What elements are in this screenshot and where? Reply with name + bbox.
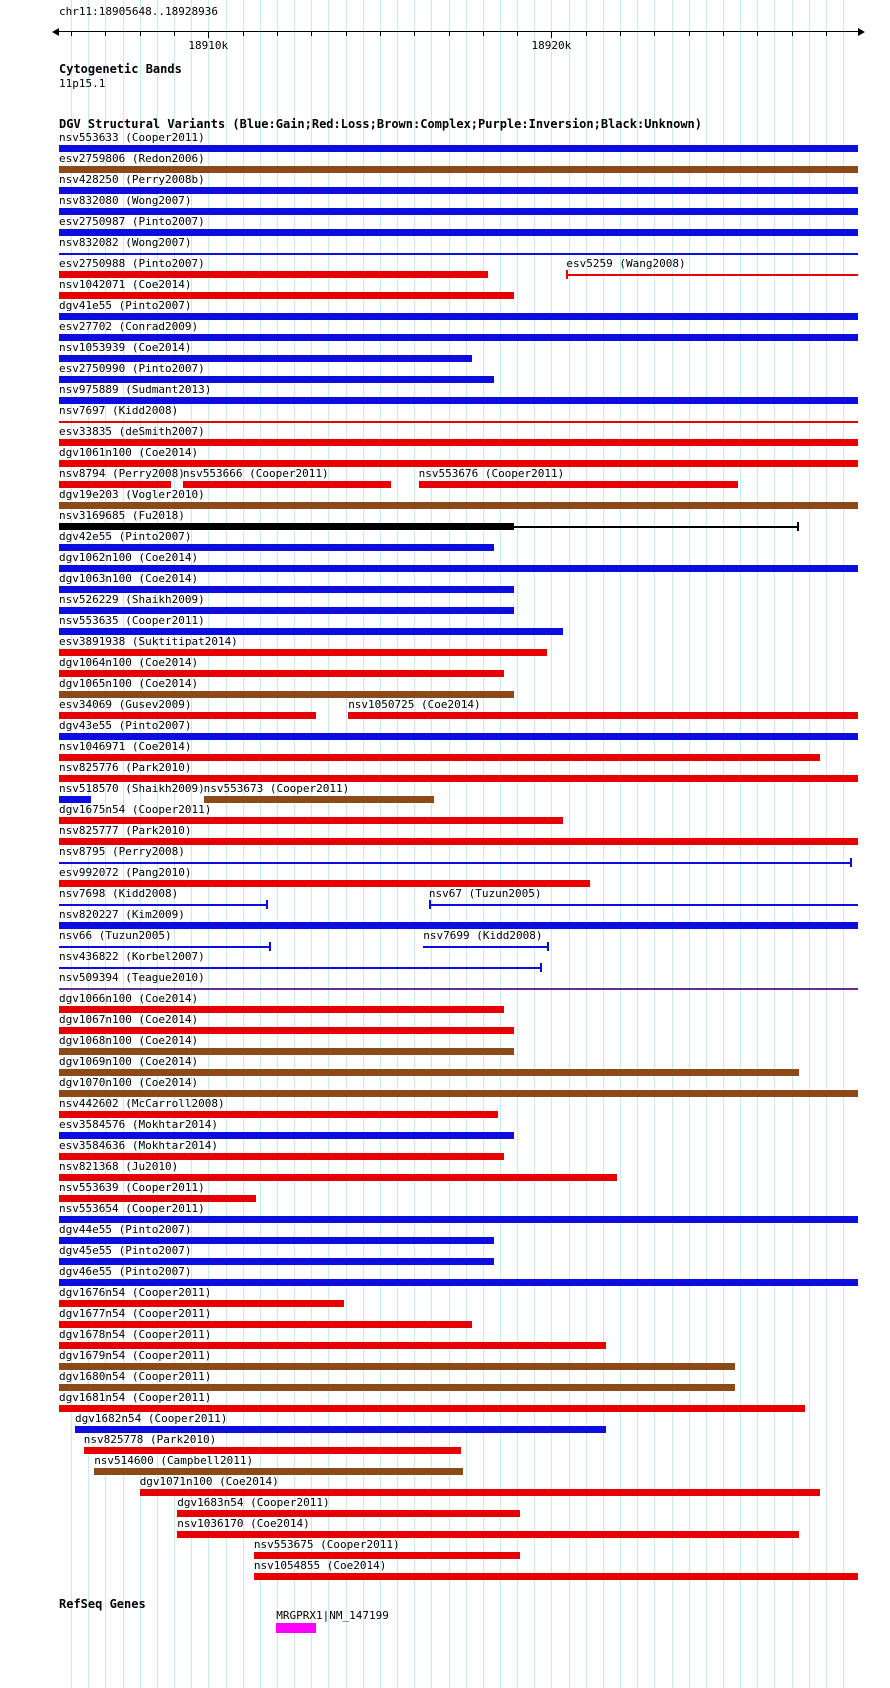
ruler-minor-tick	[723, 31, 724, 36]
variant-row	[0, 615, 890, 636]
ruler-minor-tick	[105, 31, 106, 36]
variant-label[interactable]: nsv8794 (Perry2008)	[59, 467, 185, 480]
variant-bar[interactable]	[59, 1153, 504, 1160]
variant-bar[interactable]	[59, 523, 514, 530]
variant-bar[interactable]	[59, 754, 820, 761]
variant-label[interactable]: nsv3169685 (Fu2018)	[59, 509, 185, 522]
variant-breakpoint-tick	[566, 270, 568, 279]
cytoband-name: 11p15.1	[59, 77, 106, 90]
ruler-major-tick	[208, 31, 209, 38]
ruler-minor-tick	[792, 31, 793, 36]
variant-row	[0, 867, 890, 888]
variant-label[interactable]: dgv1683n54 (Cooper2011)	[177, 1496, 330, 1509]
variant-label[interactable]: nsv1042071 (Coe2014)	[59, 278, 192, 291]
variant-label[interactable]: nsv1046971 (Coe2014)	[59, 740, 192, 753]
ruler-minor-tick	[277, 31, 278, 36]
variant-row	[0, 972, 890, 993]
variant-row	[0, 1224, 890, 1245]
variant-row	[0, 720, 890, 741]
variant-label[interactable]: esv3584636 (Mokhtar2014)	[59, 1139, 218, 1152]
variant-label[interactable]: dgv1061n100 (Coe2014)	[59, 446, 199, 459]
variant-label[interactable]: nsv436822 (Korbel2007)	[59, 950, 205, 963]
variant-breakpoint-tick	[850, 858, 852, 867]
variant-row	[0, 300, 890, 321]
variant-label[interactable]: dgv1068n100 (Coe2014)	[59, 1034, 199, 1047]
variant-label[interactable]: nsv975889 (Sudmant2013)	[59, 383, 212, 396]
variant-label[interactable]: dgv44e55 (Pinto2007)	[59, 1223, 192, 1236]
ruler-minor-tick	[689, 31, 690, 36]
ruler-major-tick	[551, 31, 552, 38]
variant-row	[0, 741, 890, 762]
variant-bar[interactable]	[59, 1258, 494, 1265]
variant-bar[interactable]	[59, 334, 858, 341]
gene-row	[0, 1610, 890, 1640]
variant-label[interactable]: dgv1681n54 (Cooper2011)	[59, 1391, 212, 1404]
variant-bar[interactable]	[59, 946, 271, 948]
variant-row	[0, 762, 890, 783]
variant-bar[interactable]	[59, 1321, 472, 1328]
variant-bar[interactable]	[59, 862, 852, 864]
variant-label[interactable]: nsv553635 (Cooper2011)	[59, 614, 205, 627]
ruler-minor-tick	[174, 31, 175, 36]
variant-bar[interactable]	[59, 1132, 514, 1139]
variant-label[interactable]: dgv1678n54 (Cooper2011)	[59, 1328, 212, 1341]
variant-breakpoint-tick	[269, 942, 271, 951]
variant-row	[0, 405, 890, 426]
variant-bar[interactable]	[59, 439, 858, 446]
variant-label[interactable]: nsv553633 (Cooper2011)	[59, 131, 205, 144]
variant-label[interactable]: dgv1682n54 (Cooper2011)	[75, 1412, 228, 1425]
variant-label[interactable]: dgv1676n54 (Cooper2011)	[59, 1286, 212, 1299]
variant-bar[interactable]	[59, 313, 858, 320]
variant-label[interactable]: nsv442602 (McCarroll2008)	[59, 1097, 225, 1110]
variant-row	[0, 1182, 890, 1203]
variant-label[interactable]: nsv7697 (Kidd2008)	[59, 404, 179, 417]
variant-row	[0, 132, 890, 153]
variant-row	[0, 1455, 890, 1476]
variant-label[interactable]: nsv825777 (Park2010)	[59, 824, 192, 837]
variant-label[interactable]: dgv1066n100 (Coe2014)	[59, 992, 199, 1005]
variant-bar[interactable]	[59, 187, 858, 194]
variant-bar[interactable]	[419, 481, 739, 488]
variant-label[interactable]: esv33835 (deSmith2007)	[59, 425, 205, 438]
variant-label[interactable]: nsv553676 (Cooper2011)	[418, 467, 565, 480]
variant-bar[interactable]	[59, 565, 858, 572]
variant-bar[interactable]	[59, 271, 488, 278]
variant-bar[interactable]	[59, 145, 858, 152]
variant-label[interactable]: nsv7699 (Kidd2008)	[423, 929, 543, 942]
variant-label[interactable]: esv2750988 (Pinto2007)	[59, 257, 205, 270]
variant-label[interactable]: nsv1054855 (Coe2014)	[253, 1559, 387, 1572]
variant-row	[0, 1329, 890, 1350]
variant-row	[0, 594, 890, 615]
variant-bar[interactable]	[59, 376, 494, 383]
variant-row	[0, 195, 890, 216]
variant-row	[0, 1560, 890, 1581]
variant-bar[interactable]	[59, 208, 858, 215]
variant-row	[0, 846, 890, 867]
variant-bar[interactable]	[59, 904, 268, 906]
ruler-minor-tick	[757, 31, 758, 36]
variant-row	[0, 783, 890, 804]
variant-row	[0, 1308, 890, 1329]
variant-bar[interactable]	[59, 1216, 858, 1223]
variant-label[interactable]: dgv46e55 (Pinto2007)	[59, 1265, 192, 1278]
gene-bar[interactable]	[276, 1623, 316, 1633]
variant-label[interactable]: dgv1064n100 (Coe2014)	[59, 656, 199, 669]
variant-label[interactable]: dgv42e55 (Pinto2007)	[59, 530, 192, 543]
variant-row	[0, 993, 890, 1014]
refseq-gene-rows	[0, 1610, 890, 1640]
variant-label[interactable]: dgv1063n100 (Coe2014)	[59, 572, 199, 585]
variant-label[interactable]: nsv553666 (Cooper2011)	[182, 467, 329, 480]
variant-row	[0, 258, 890, 279]
variant-label[interactable]: nsv1036170 (Coe2014)	[177, 1517, 310, 1530]
variant-bar[interactable]	[59, 607, 514, 614]
ruler-minor-tick	[586, 31, 587, 36]
variant-label[interactable]: dgv1071n100 (Coe2014)	[139, 1475, 279, 1488]
variant-label[interactable]: dgv1677n54 (Cooper2011)	[59, 1307, 212, 1320]
variant-row	[0, 1392, 890, 1413]
ruler-minor-tick	[311, 31, 312, 36]
variant-breakpoint-tick	[547, 942, 549, 951]
variant-label[interactable]: nsv821368 (Ju2010)	[59, 1160, 179, 1173]
variant-row	[0, 1371, 890, 1392]
variant-label[interactable]: nsv1050725 (Coe2014)	[348, 698, 481, 711]
variant-bar[interactable]	[59, 229, 858, 236]
variant-row	[0, 825, 890, 846]
variant-breakpoint-tick	[797, 522, 799, 531]
variant-label[interactable]: nsv518570 (Shaikh2009)	[59, 782, 205, 795]
variant-label[interactable]: dgv1675n54 (Cooper2011)	[59, 803, 212, 816]
variant-bar[interactable]	[84, 1447, 461, 1454]
variant-label[interactable]: dgv1680n54 (Cooper2011)	[59, 1370, 212, 1383]
variant-row	[0, 447, 890, 468]
variant-label[interactable]: nsv7698 (Kidd2008)	[59, 887, 179, 900]
variant-row	[0, 1077, 890, 1098]
variant-bar[interactable]	[59, 502, 858, 509]
variant-row	[0, 1413, 890, 1434]
ruler-minor-tick	[654, 31, 655, 36]
variant-breakpoint-tick	[429, 900, 431, 909]
variant-label[interactable]: nsv553673 (Cooper2011)	[203, 782, 350, 795]
variant-row	[0, 1098, 890, 1119]
variant-bar[interactable]	[59, 1237, 494, 1244]
ruler-minor-tick	[346, 31, 347, 36]
variant-bar[interactable]	[59, 922, 858, 929]
variant-label[interactable]: dgv1067n100 (Coe2014)	[59, 1013, 199, 1026]
variant-label[interactable]: dgv1065n100 (Coe2014)	[59, 677, 199, 690]
gene-label[interactable]: MRGPRX1|NM_147199	[276, 1609, 389, 1622]
variant-row	[0, 1266, 890, 1287]
variant-row	[0, 1497, 890, 1518]
variant-label[interactable]: nsv825778 (Park2010)	[83, 1433, 217, 1446]
variant-bar[interactable]	[140, 1489, 821, 1496]
variant-bar[interactable]	[429, 904, 858, 906]
variant-label[interactable]: nsv8795 (Perry2008)	[59, 845, 185, 858]
variant-label[interactable]: nsv553675 (Cooper2011)	[253, 1538, 400, 1551]
variant-row	[0, 1518, 890, 1539]
variant-label[interactable]: esv27702 (Conrad2009)	[59, 320, 199, 333]
variant-row	[0, 636, 890, 657]
variant-label[interactable]: esv3584576 (Mokhtar2014)	[59, 1118, 218, 1131]
variant-bar[interactable]	[59, 253, 858, 255]
ruler-tick-label: 18910k	[188, 39, 229, 52]
variant-row	[0, 657, 890, 678]
region-coordinates-label: chr11:18905648..18928936	[59, 5, 218, 18]
variant-bar[interactable]	[59, 670, 504, 677]
ruler-minor-tick	[449, 31, 450, 36]
variant-bar[interactable]	[59, 355, 472, 362]
variant-label[interactable]: nsv825776 (Park2010)	[59, 761, 192, 774]
variant-row	[0, 930, 890, 951]
variant-bar[interactable]	[59, 1195, 256, 1202]
variant-bar[interactable]	[59, 796, 91, 803]
variant-bar[interactable]	[59, 397, 858, 404]
variant-label[interactable]: nsv526229 (Shaikh2009)	[59, 593, 205, 606]
variant-bar[interactable]	[75, 1426, 606, 1433]
variant-row	[0, 699, 890, 720]
variant-bar[interactable]	[59, 817, 563, 824]
variant-label[interactable]: nsv67 (Tuzun2005)	[428, 887, 542, 900]
variant-bar[interactable]	[59, 733, 858, 740]
ruler-minor-tick	[414, 31, 415, 36]
variant-bar[interactable]	[59, 628, 563, 635]
variant-row	[0, 804, 890, 825]
dgv-track-title: DGV Structural Variants (Blue:Gain;Red:Loss;Brown:Complex;Purple:Inversion;Black:Unknown)	[59, 117, 702, 131]
variant-row	[0, 174, 890, 195]
variant-label[interactable]: dgv1679n54 (Cooper2011)	[59, 1349, 212, 1362]
variant-bar[interactable]	[59, 1090, 858, 1097]
variant-row	[0, 426, 890, 447]
variant-label[interactable]: nsv820227 (Kim2009)	[59, 908, 185, 921]
variant-bar[interactable]	[59, 421, 858, 423]
variant-bar[interactable]	[348, 712, 858, 719]
variant-label[interactable]: nsv553639 (Cooper2011)	[59, 1181, 205, 1194]
variant-bar[interactable]	[183, 481, 392, 488]
variant-bar[interactable]	[566, 274, 858, 276]
ruler-right-arrow-icon	[858, 28, 865, 36]
variant-row	[0, 573, 890, 594]
variant-label[interactable]: nsv514600 (Campbell2011)	[94, 1454, 254, 1467]
variant-label[interactable]: dgv41e55 (Pinto2007)	[59, 299, 192, 312]
variant-row	[0, 321, 890, 342]
variant-row	[0, 510, 890, 531]
ruler-line	[59, 31, 858, 32]
variant-row	[0, 1119, 890, 1140]
variant-bar[interactable]	[59, 691, 514, 698]
variant-bar[interactable]	[59, 1279, 858, 1286]
variant-label[interactable]: dgv45e55 (Pinto2007)	[59, 1244, 192, 1257]
variant-row	[0, 1140, 890, 1161]
variant-row	[0, 468, 890, 489]
variant-row	[0, 678, 890, 699]
ruler-minor-tick	[243, 31, 244, 36]
variant-label[interactable]: nsv832082 (Wong2007)	[59, 236, 192, 249]
variant-row	[0, 888, 890, 909]
ruler-minor-tick	[380, 31, 381, 36]
cytoband-track-title: Cytogenetic Bands	[59, 62, 182, 76]
variant-label[interactable]: nsv509394 (Teague2010)	[59, 971, 205, 984]
variant-label[interactable]: esv34069 (Gusev2009)	[59, 698, 192, 711]
variant-label[interactable]: nsv832080 (Wong2007)	[59, 194, 192, 207]
variant-row	[0, 1014, 890, 1035]
variant-bar[interactable]	[59, 460, 858, 467]
variant-bar[interactable]	[59, 1300, 344, 1307]
variant-bar[interactable]	[59, 292, 514, 299]
variant-bar[interactable]	[59, 988, 858, 990]
variant-bar[interactable]	[59, 1006, 504, 1013]
variant-row	[0, 1035, 890, 1056]
ruler-tick-label: 18920k	[531, 39, 572, 52]
refseq-track-title: RefSeq Genes	[59, 1597, 146, 1611]
variant-label[interactable]: esv3891938 (Suktitipat2014)	[59, 635, 238, 648]
variant-label[interactable]: dgv19e203 (Vogler2010)	[59, 488, 205, 501]
variant-row	[0, 279, 890, 300]
variant-bar[interactable]	[514, 526, 799, 528]
variant-row	[0, 909, 890, 930]
variant-row	[0, 1350, 890, 1371]
variant-bar[interactable]	[59, 1111, 498, 1118]
variant-bar[interactable]	[59, 838, 858, 845]
variant-row	[0, 384, 890, 405]
variant-row	[0, 1434, 890, 1455]
variant-breakpoint-tick	[540, 963, 542, 972]
variant-row	[0, 531, 890, 552]
variant-row	[0, 1203, 890, 1224]
variant-row	[0, 489, 890, 510]
ruler-minor-tick	[826, 31, 827, 36]
variant-label[interactable]: esv2750990 (Pinto2007)	[59, 362, 205, 375]
variant-label[interactable]: nsv553654 (Cooper2011)	[59, 1202, 205, 1215]
variant-bar[interactable]	[177, 1531, 799, 1538]
variant-bar[interactable]	[59, 1069, 799, 1076]
variant-label[interactable]: nsv1053939 (Coe2014)	[59, 341, 192, 354]
variant-row	[0, 1287, 890, 1308]
variant-bar[interactable]	[59, 166, 858, 173]
variant-row	[0, 951, 890, 972]
variant-bar[interactable]	[59, 967, 542, 969]
variant-bar[interactable]	[59, 775, 858, 782]
ruler-minor-tick	[517, 31, 518, 36]
ruler-minor-tick	[483, 31, 484, 36]
variant-row	[0, 1476, 890, 1497]
variant-bar[interactable]	[423, 946, 549, 948]
variant-bar[interactable]	[59, 649, 547, 656]
variant-bar[interactable]	[59, 481, 171, 488]
variant-label[interactable]: esv992072 (Pang2010)	[59, 866, 192, 879]
variant-bar[interactable]	[204, 796, 435, 803]
variant-bar[interactable]	[59, 1363, 735, 1370]
variant-label[interactable]: esv2750987 (Pinto2007)	[59, 215, 205, 228]
variant-bar[interactable]	[59, 586, 514, 593]
variant-bar[interactable]	[94, 1468, 463, 1475]
variant-bar[interactable]	[59, 1174, 617, 1181]
variant-label[interactable]: dgv1069n100 (Coe2014)	[59, 1055, 199, 1068]
variant-row	[0, 153, 890, 174]
variant-bar[interactable]	[59, 1027, 514, 1034]
variant-bar[interactable]	[59, 1342, 606, 1349]
variant-label[interactable]: nsv428250 (Perry2008b)	[59, 173, 205, 186]
variant-row	[0, 363, 890, 384]
variant-label[interactable]: dgv1070n100 (Coe2014)	[59, 1076, 199, 1089]
variant-row	[0, 1245, 890, 1266]
variant-bar[interactable]	[59, 712, 316, 719]
variant-row	[0, 552, 890, 573]
variant-row	[0, 1056, 890, 1077]
variant-label[interactable]: dgv1062n100 (Coe2014)	[59, 551, 199, 564]
variant-bar[interactable]	[254, 1573, 858, 1580]
dgv-variant-rows	[0, 132, 890, 1581]
variant-bar[interactable]	[59, 1048, 514, 1055]
variant-label[interactable]: nsv66 (Tuzun2005)	[59, 929, 172, 942]
ruler-left-arrow-icon	[52, 28, 59, 36]
variant-row	[0, 1539, 890, 1560]
variant-bar[interactable]	[177, 1510, 520, 1517]
variant-label[interactable]: dgv43e55 (Pinto2007)	[59, 719, 192, 732]
variant-bar[interactable]	[59, 1405, 805, 1412]
variant-label[interactable]: esv2759806 (Redon2006)	[59, 152, 205, 165]
ruler-minor-tick	[140, 31, 141, 36]
variant-row	[0, 1161, 890, 1182]
variant-row	[0, 216, 890, 237]
variant-breakpoint-tick	[266, 900, 268, 909]
variant-row	[0, 342, 890, 363]
variant-bar[interactable]	[59, 880, 590, 887]
ruler-minor-tick	[620, 31, 621, 36]
variant-bar[interactable]	[59, 1384, 735, 1391]
variant-bar[interactable]	[59, 544, 494, 551]
variant-bar[interactable]	[254, 1552, 520, 1559]
variant-row	[0, 237, 890, 258]
ruler-minor-tick	[71, 31, 72, 36]
variant-label[interactable]: esv5259 (Wang2008)	[566, 257, 686, 270]
